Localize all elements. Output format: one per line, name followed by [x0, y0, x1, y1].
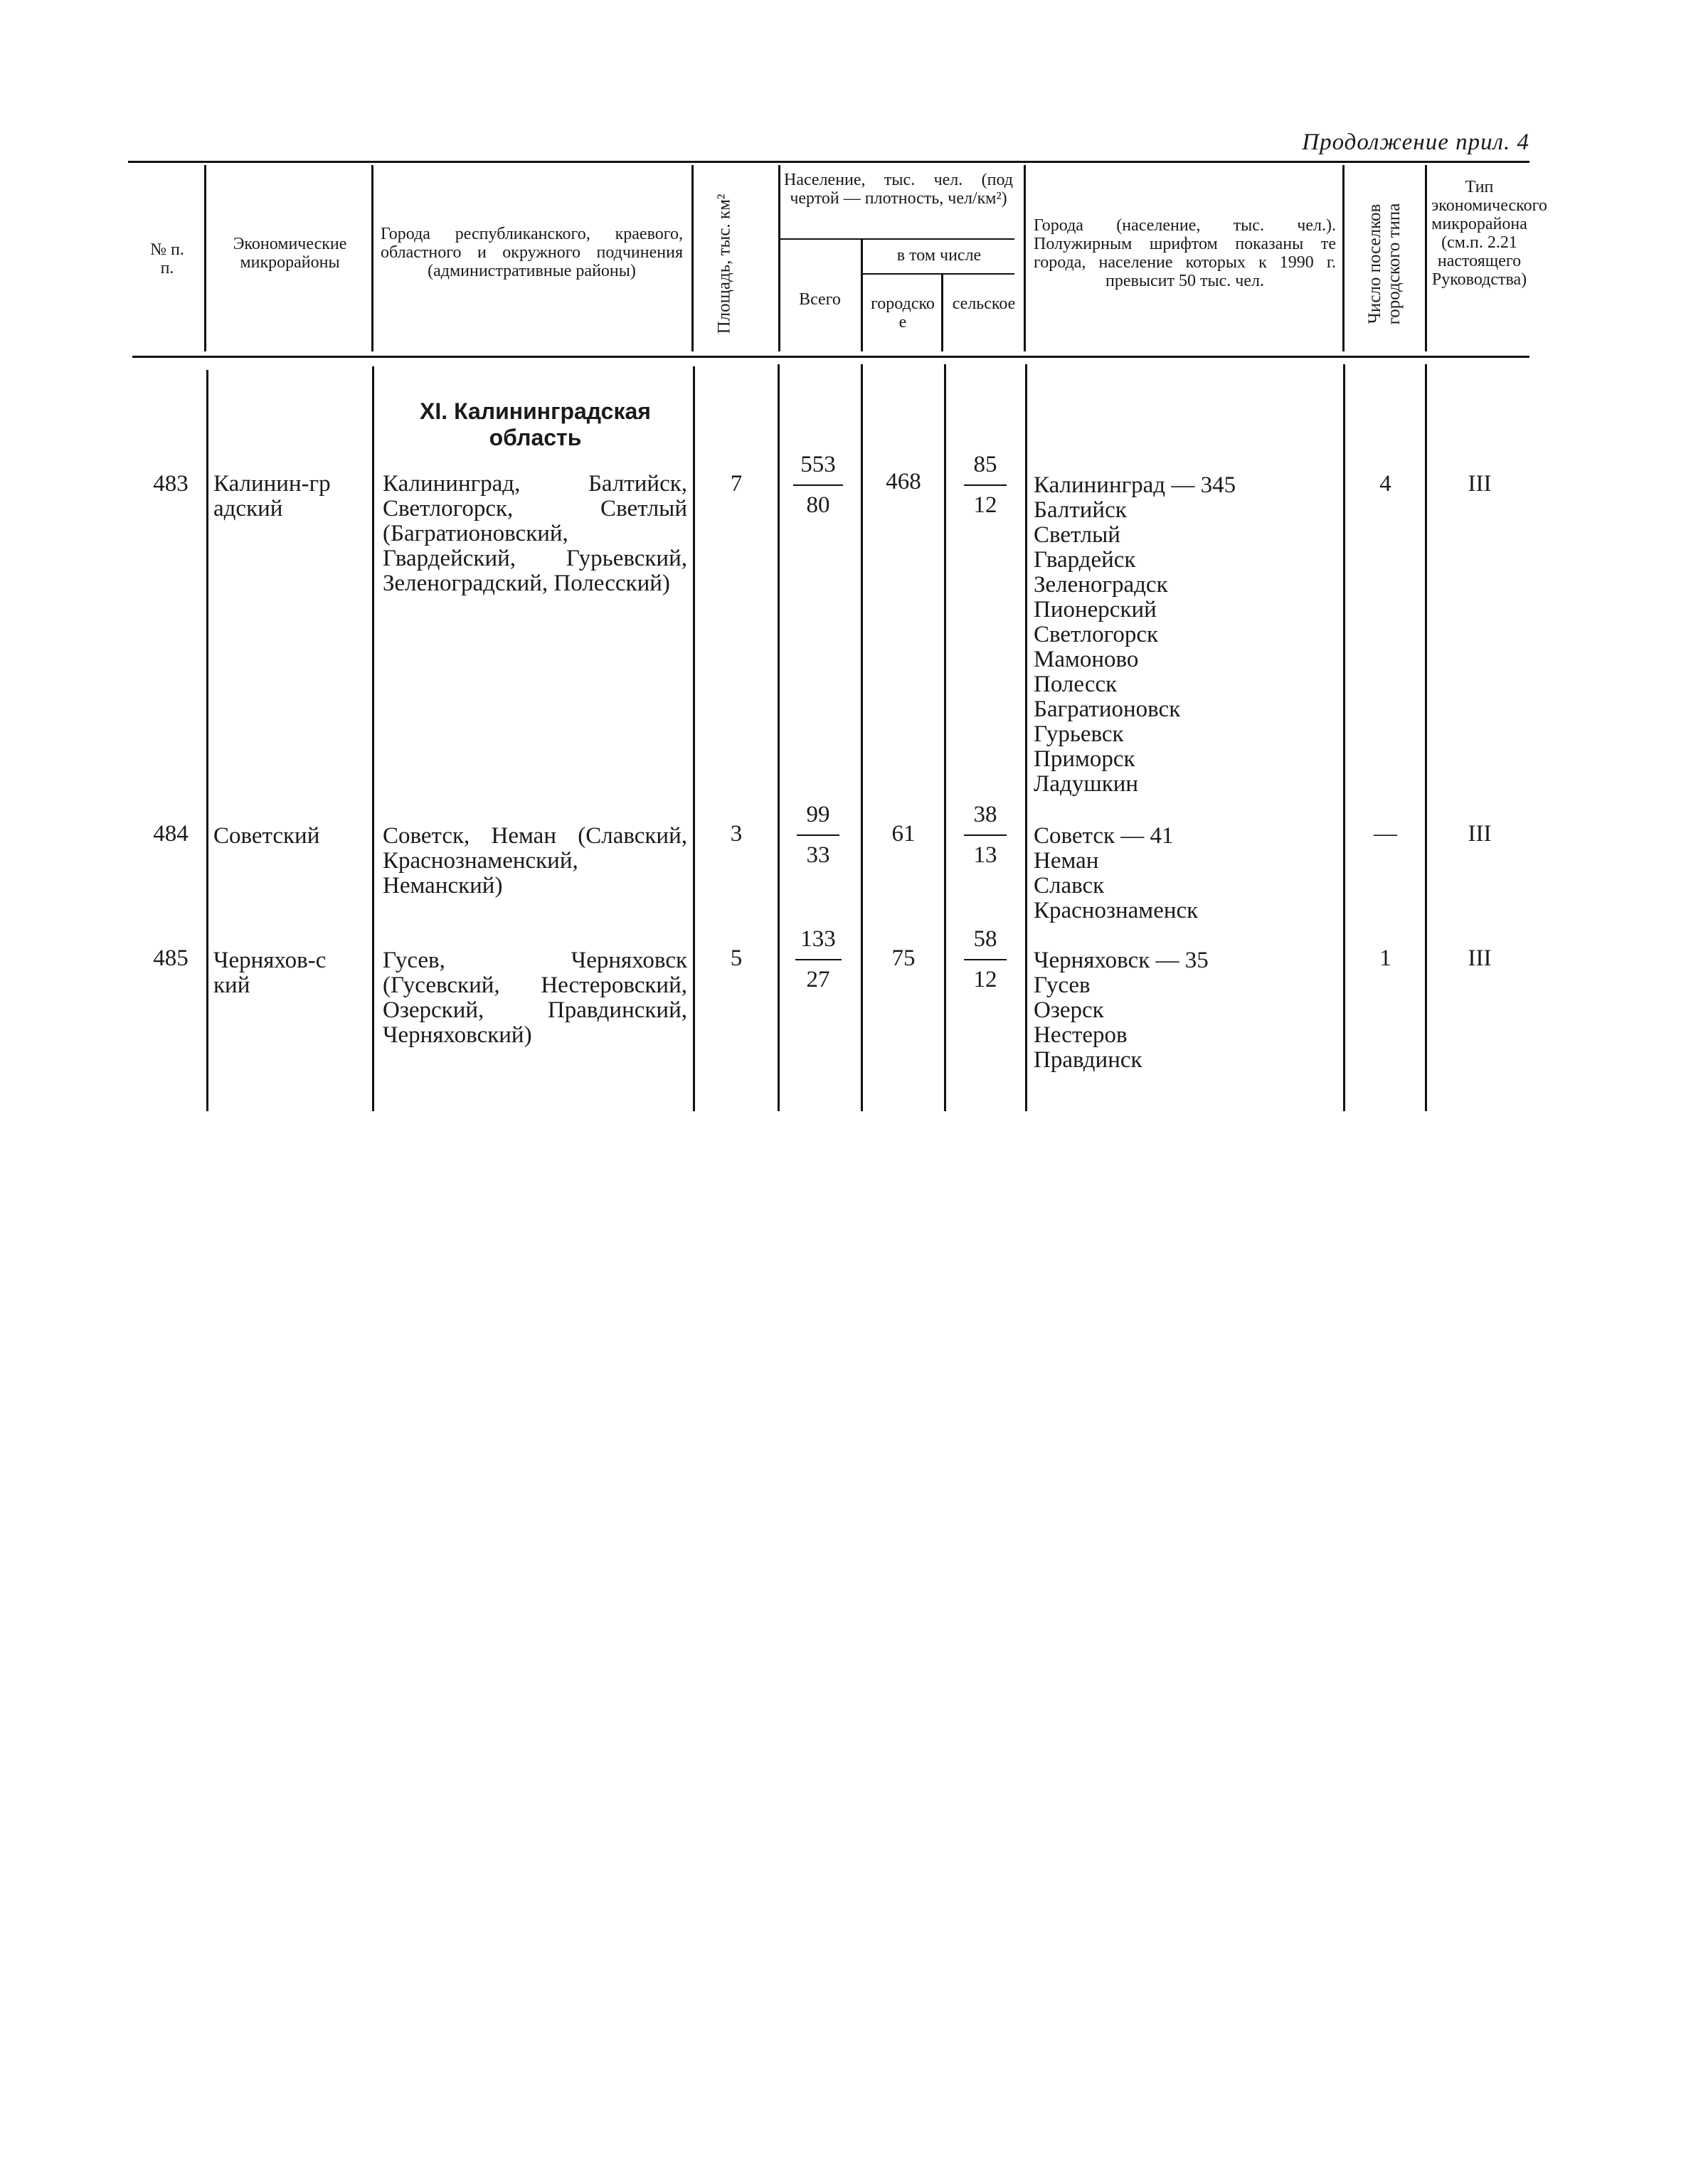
section-title: XI. Калининградская область — [420, 398, 651, 450]
col-divider — [372, 366, 374, 1111]
col-divider — [1425, 364, 1427, 1111]
col-divider — [1343, 364, 1345, 1111]
city-list-item: Черняховск — 35 — [1034, 948, 1209, 973]
row-485-city-list — [1034, 948, 1209, 1073]
row-483-area: 7 — [730, 471, 743, 497]
running-title: Продолжение прил. 4 — [1302, 129, 1529, 155]
fraction-bar — [797, 834, 839, 836]
header-cities-subordination: Города республиканского, краевого, областного и окружного подчинения (административные районы) — [381, 225, 683, 280]
city-list-item: Гвардейск — [1034, 547, 1136, 573]
city-list-item: Советск — 41 — [1034, 823, 1174, 849]
city-list-item: Озерск — [1034, 997, 1104, 1023]
row-485-rural-value: 58 — [973, 926, 997, 952]
row-484-settlements: — — [1374, 821, 1397, 847]
row-484-rural-density: 13 — [973, 842, 997, 868]
col-divider — [693, 366, 695, 1111]
col-divider — [204, 165, 206, 351]
header-micro-regions: Экономические микрорайоны — [233, 235, 347, 272]
fraction-bar — [964, 959, 1007, 960]
city-list-item: Приморск — [1034, 746, 1135, 772]
row-484-total-value: 99 — [806, 802, 830, 827]
row-484-type: III — [1468, 821, 1492, 847]
row-485-rural-density: 12 — [973, 967, 997, 992]
fraction-bar — [795, 959, 842, 960]
row-485-type: III — [1468, 945, 1492, 971]
row-484-area: 3 — [730, 821, 743, 847]
city-list-item: Гусев — [1034, 972, 1091, 998]
row-483-total-value: 553 — [800, 452, 836, 477]
row-484-city-list — [1034, 824, 1198, 923]
col-divider — [206, 370, 208, 1111]
header-rural: сельское — [952, 295, 1016, 313]
city-list-item: Правдинск — [1034, 1047, 1142, 1073]
city-list-item: Гурьевск — [1034, 721, 1124, 747]
row-485-no: 485 — [153, 945, 189, 971]
city-list-item: Ладушкин — [1034, 771, 1139, 797]
row-485-total — [783, 927, 854, 992]
row-483-urban: 468 — [886, 469, 921, 494]
col-divider — [778, 165, 780, 351]
city-list-item: Славск — [1034, 873, 1105, 898]
row-485-rural — [950, 927, 1021, 992]
col-divider — [944, 364, 946, 1111]
row-484-region: Советский — [213, 823, 320, 849]
city-list-item: Пионерский — [1034, 597, 1157, 622]
fraction-bar — [964, 484, 1007, 486]
city-list-item: Светлый — [1034, 522, 1120, 548]
city-list-item: Мамоново — [1034, 647, 1139, 672]
city-list-item: Светлогорск — [1034, 622, 1159, 647]
row-483-rural — [950, 452, 1021, 518]
col-divider — [778, 364, 780, 1111]
city-list-item: Полесск — [1034, 672, 1118, 697]
row-483-type: III — [1468, 471, 1492, 497]
city-list-item: Калининград — 345 — [1034, 472, 1236, 498]
col-divider — [371, 165, 373, 351]
city-list-item: Балтийск — [1034, 497, 1127, 523]
header-settlements: Число поселков городского типа — [1365, 203, 1404, 325]
fraction-bar — [964, 834, 1007, 836]
row-485-urban: 75 — [891, 945, 916, 971]
population-sub-rule — [780, 238, 1014, 240]
row-485-cities: Гусев, Черняховск (Гусевский, Нестеровский, Озерский, Правдинский, Черняховский) — [383, 948, 687, 1048]
row-483-region: Калинин-градский — [213, 471, 331, 521]
col-divider — [1024, 165, 1026, 351]
header-total: Всего — [799, 290, 841, 309]
row-485-total-value: 133 — [800, 926, 836, 952]
row-483-total-density: 80 — [806, 492, 830, 518]
row-483-rural-value: 85 — [973, 452, 997, 477]
row-484-rural — [950, 802, 1021, 868]
fraction-bar — [793, 484, 843, 486]
col-divider — [1425, 165, 1427, 351]
col-divider — [691, 165, 694, 351]
header-type: Тип экономического микрорайона (см.п. 2.21 настоящего Руководства) — [1431, 178, 1547, 289]
col-divider — [1342, 165, 1345, 351]
row-484-total-density: 33 — [806, 842, 830, 868]
row-483-total — [783, 452, 854, 518]
col-divider — [861, 364, 863, 1111]
row-484-no: 484 — [153, 821, 189, 847]
header-population: Население, тыс. чел. (под чертой — плотность, чел/км²) — [784, 171, 1013, 208]
row-485-area: 5 — [730, 945, 743, 971]
row-484-urban: 61 — [891, 821, 916, 847]
table-top-rule — [128, 161, 1529, 163]
row-484-rural-value: 38 — [973, 802, 997, 827]
row-484-cities: Советск, Неман (Славский, Краснознаменский, Неманский) — [383, 823, 687, 898]
row-483-city-list — [1034, 473, 1236, 797]
col-divider — [861, 240, 863, 351]
row-483-settlements: 4 — [1379, 471, 1391, 497]
city-list-item: Нестеров — [1034, 1022, 1128, 1048]
row-485-settlements: 1 — [1379, 945, 1391, 971]
row-485-region: Черняхов-ский — [213, 948, 327, 998]
row-483-no: 483 — [153, 471, 189, 497]
row-483-cities: Калининград, Балтийск, Светлогорск, Светлый (Багратионовский, Гвардейский, Гурьевский, Зеленоградский, Полесский) — [383, 471, 687, 596]
col-divider — [1025, 364, 1027, 1111]
col-divider — [941, 275, 943, 351]
city-list-item: Зеленоградск — [1034, 572, 1168, 598]
city-list-item: Багратионовск — [1034, 696, 1181, 722]
city-list-item: Неман — [1034, 848, 1099, 874]
header-cities-pop: Города (население, тыс. чел.). Полужирным шрифтом показаны те города, население которых к 1990 г. превысит 50 тыс. чел. — [1034, 216, 1336, 290]
row-484-total — [783, 802, 854, 868]
incl-sub-rule — [862, 273, 1014, 275]
city-list-item: Краснознаменск — [1034, 898, 1199, 923]
row-485-total-density: 27 — [806, 967, 830, 992]
header-urban: городское — [871, 295, 935, 332]
header-area: Площадь, тыс. км² — [714, 194, 734, 334]
header-bottom-rule — [132, 356, 1529, 358]
header-incl: в том числе — [896, 246, 982, 265]
row-483-rural-density: 12 — [973, 492, 997, 518]
header-no: № п. п. — [150, 240, 184, 277]
